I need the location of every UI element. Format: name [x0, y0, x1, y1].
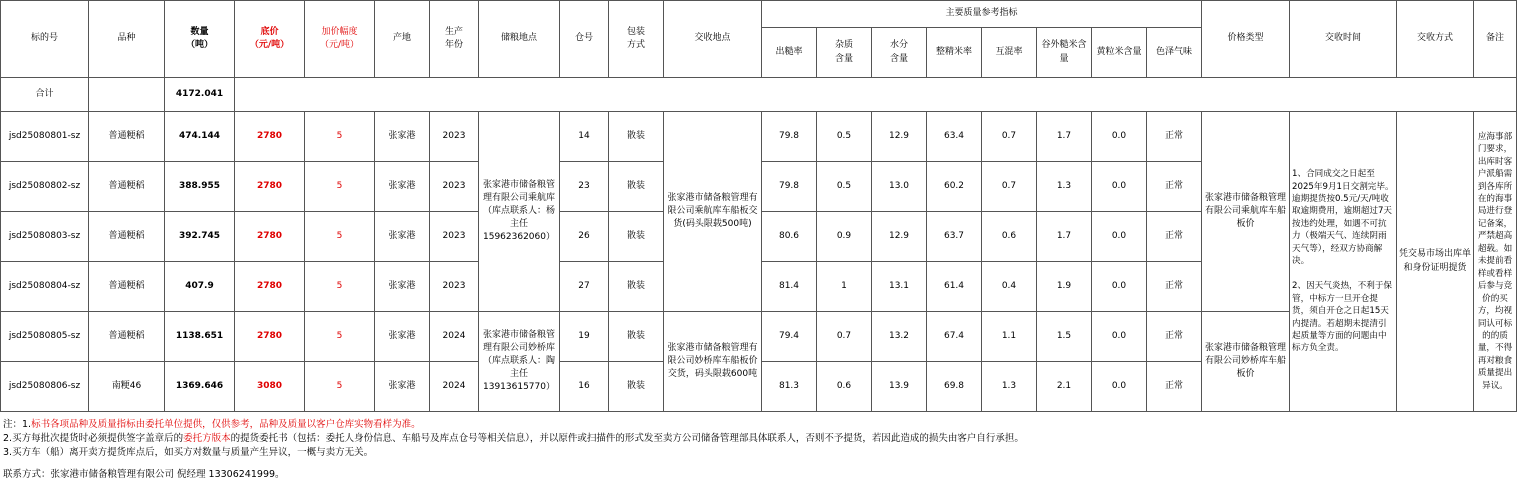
cell-pack: 散装: [609, 362, 664, 412]
cell-variety: 普通粳稻: [89, 112, 165, 162]
total-filler: [235, 78, 1517, 112]
note-3: 3.买方车（船）离开卖方提货库点后，如买方对数量与质量产生异议，一概与卖方无关。: [3, 447, 374, 458]
cell-lot: jsd25080802-sz: [1, 162, 89, 212]
header-base-price: 底价 （元/吨）: [235, 1, 305, 78]
cell-q-impurity: 0.7: [817, 312, 872, 362]
header-delivery-place: 交收地点: [664, 1, 762, 78]
cell-q-husked: 1.5: [1037, 312, 1092, 362]
cell-remark: 应海事部门要求，出库时客户派船需到各库所在的海事局进行登记备案，严禁超高超载。如未提前看样或看样后参与竞价的买方，均视同认可标的的质量，不得再对粮食质量提出异议。: [1474, 112, 1517, 412]
cell-year: 2023: [430, 262, 479, 312]
cell-q-head-rice: 61.4: [927, 262, 982, 312]
cell-q-color: 正常: [1147, 312, 1202, 362]
table-row: [1, 312, 1517, 362]
header-origin: 产地: [375, 1, 430, 78]
cell-delivery-place-2: 张家港市储备粮管理有限公司妙桥库车船板价交货，码头限载600吨: [664, 312, 762, 412]
cell-variety: 普通粳稻: [89, 162, 165, 212]
cell-price-type-1: 张家港市储备粮管理有限公司乘航库车船板价: [1202, 112, 1290, 312]
cell-q-head-rice: 63.4: [927, 112, 982, 162]
header-qty: 数量 （吨）: [165, 1, 235, 78]
cell-q-yield: 81.4: [762, 262, 817, 312]
cell-bin: 14: [560, 112, 609, 162]
cell-q-mixed: 0.4: [982, 262, 1037, 312]
cell-price: 2780: [235, 112, 305, 162]
note-1: [3, 418, 1496, 432]
cell-q-color: 正常: [1147, 362, 1202, 412]
note-1-prefix: 注：1.: [3, 419, 32, 430]
cell-storage-2: 张家港市储备粮管理有限公司妙桥库 （库点联系人：陶主任13913615770）: [479, 312, 560, 412]
cell-q-impurity: 0.5: [817, 162, 872, 212]
cell-pack: 散装: [609, 162, 664, 212]
cell-variety: 南粳46: [89, 362, 165, 412]
cell-q-husked: 1.9: [1037, 262, 1092, 312]
cell-q-head-rice: 67.4: [927, 312, 982, 362]
cell-q-husked: 1.3: [1037, 162, 1092, 212]
cell-increment: 5: [305, 262, 375, 312]
cell-origin: 张家港: [375, 162, 430, 212]
header-q-moisture: 水分 含量: [872, 28, 927, 78]
cell-price: 2780: [235, 162, 305, 212]
cell-price: 2780: [235, 212, 305, 262]
note-2: [3, 432, 1496, 446]
cell-bin: 26: [560, 212, 609, 262]
header-storage: 储粮地点: [479, 1, 560, 78]
cell-q-color: 正常: [1147, 212, 1202, 262]
header-q-yield: 出糙率: [762, 28, 817, 78]
cell-q-yellow: 0.0: [1092, 162, 1147, 212]
cell-origin: 张家港: [375, 112, 430, 162]
cell-q-impurity: 0.6: [817, 362, 872, 412]
cell-q-mixed: 0.7: [982, 162, 1037, 212]
cell-increment: 5: [305, 362, 375, 412]
cell-q-yield: 79.8: [762, 112, 817, 162]
header-q-impurity: 杂质 含量: [817, 28, 872, 78]
cell-year: 2024: [430, 362, 479, 412]
header-delivery-time: 交收时间: [1290, 1, 1397, 78]
cell-q-moisture: 13.1: [872, 262, 927, 312]
cell-variety: 普通粳稻: [89, 312, 165, 362]
cell-increment: 5: [305, 162, 375, 212]
cell-year: 2024: [430, 312, 479, 362]
cell-year: 2023: [430, 162, 479, 212]
note-2-text-b: 的提货委托书（包括：委托人身份信息、车船号及库点仓号等相关信息），并以原件或扫描件的形式发至卖方公司储备管理部具体联系人，否则不予提货，若因此造成的损失由客户自行承担。: [230, 433, 1024, 444]
cell-q-impurity: 1: [817, 262, 872, 312]
cell-q-husked: 1.7: [1037, 212, 1092, 262]
cell-bin: 16: [560, 362, 609, 412]
header-year: 生产 年份: [430, 1, 479, 78]
cell-origin: 张家港: [375, 362, 430, 412]
cell-lot: jsd25080803-sz: [1, 212, 89, 262]
cell-price: 2780: [235, 262, 305, 312]
cell-q-moisture: 13.2: [872, 312, 927, 362]
header-bin: 仓号: [560, 1, 609, 78]
header-variety: 品种: [89, 1, 165, 78]
cell-bin: 19: [560, 312, 609, 362]
cell-q-impurity: 0.9: [817, 212, 872, 262]
cell-q-yellow: 0.0: [1092, 262, 1147, 312]
cell-price-type-2: 张家港市储备粮管理有限公司妙桥库车船板价: [1202, 312, 1290, 412]
cell-increment: 5: [305, 312, 375, 362]
cell-q-husked: 2.1: [1037, 362, 1092, 412]
header-q-husked: 谷外糙米含 量: [1037, 28, 1092, 78]
total-empty: [89, 78, 165, 112]
cell-increment: 5: [305, 212, 375, 262]
cell-q-head-rice: 69.8: [927, 362, 982, 412]
notes-section: [0, 412, 1500, 482]
cell-delivery-place-1: 张家港市储备粮管理有限公司乘航库车船板交货(码头限载500吨): [664, 112, 762, 312]
cell-q-moisture: 12.9: [872, 212, 927, 262]
cell-lot: jsd25080804-sz: [1, 262, 89, 312]
cell-q-head-rice: 63.7: [927, 212, 982, 262]
cell-origin: 张家港: [375, 262, 430, 312]
cell-q-mixed: 1.3: [982, 362, 1037, 412]
cell-q-moisture: 12.9: [872, 112, 927, 162]
header-q-mixed: 互混率: [982, 28, 1037, 78]
cell-origin: 张家港: [375, 212, 430, 262]
header-remark: 备注: [1474, 1, 1517, 78]
cell-q-yellow: 0.0: [1092, 362, 1147, 412]
cell-q-moisture: 13.9: [872, 362, 927, 412]
header-increment: 加价幅度 （元/吨）: [305, 1, 375, 78]
cell-bin: 23: [560, 162, 609, 212]
cell-q-mixed: 1.1: [982, 312, 1037, 362]
cell-q-mixed: 0.6: [982, 212, 1037, 262]
table-row: [1, 112, 1517, 162]
cell-pack: 散装: [609, 112, 664, 162]
cell-price: 2780: [235, 312, 305, 362]
cell-year: 2023: [430, 212, 479, 262]
contact-info: 联系方式：张家港市储备粮管理有限公司 倪经理 13306241999。: [3, 469, 285, 480]
cell-q-mixed: 0.7: [982, 112, 1037, 162]
cell-qty: 392.745: [165, 212, 235, 262]
cell-q-moisture: 13.0: [872, 162, 927, 212]
cell-q-yellow: 0.0: [1092, 312, 1147, 362]
cell-qty: 388.955: [165, 162, 235, 212]
cell-delivery-time: 1、合同成交之日起至2025年9月1日交割完毕。逾期提货按0.5元/天/吨收取逾期费用，逾期超过7天按违约处理，如遇不可抗力（极端天气、连续阴雨天气等），经双方协商解决。 2、因天气炎热，不利于保管，中标方一旦开仓提货，须自开仓之日起15天内提清。若超期未提清引起质量等方面的问题由中标方负全责。: [1290, 112, 1397, 412]
total-row: [1, 78, 1517, 112]
cell-q-color: 正常: [1147, 162, 1202, 212]
header-delivery-method: 交收方式: [1397, 1, 1474, 78]
cell-variety: 普通粳稻: [89, 262, 165, 312]
cell-increment: 5: [305, 112, 375, 162]
cell-q-color: 正常: [1147, 262, 1202, 312]
cell-qty: 1369.646: [165, 362, 235, 412]
cell-qty: 407.9: [165, 262, 235, 312]
cell-year: 2023: [430, 112, 479, 162]
header-q-color: 色泽气味: [1147, 28, 1202, 78]
cell-origin: 张家港: [375, 312, 430, 362]
cell-q-color: 正常: [1147, 112, 1202, 162]
cell-lot: jsd25080801-sz: [1, 112, 89, 162]
cell-storage-1: 张家港市储备粮管理有限公司乘航库（库点联系人：杨主任15962362060）: [479, 112, 560, 312]
header-lot: 标的号: [1, 1, 89, 78]
cell-q-husked: 1.7: [1037, 112, 1092, 162]
cell-pack: 散装: [609, 262, 664, 312]
cell-lot: jsd25080806-sz: [1, 362, 89, 412]
total-qty: 4172.041: [165, 78, 235, 112]
cell-q-head-rice: 60.2: [927, 162, 982, 212]
cell-qty: 474.144: [165, 112, 235, 162]
cell-delivery-method: 凭交易市场出库单和身份证明提货: [1397, 112, 1474, 412]
note-2-text-a: 2.买方每批次提货时必须提供签字盖章后的: [3, 433, 184, 444]
total-label: 合计: [1, 78, 89, 112]
cell-q-yellow: 0.0: [1092, 112, 1147, 162]
cell-q-yield: 79.8: [762, 162, 817, 212]
header-quality-group: 主要质量参考指标: [762, 1, 1202, 28]
note-1-highlight: 标书各项品种及质量指标由委托单位提供，仅供参考，品种及质量以客户仓库实物看样为准。: [31, 419, 421, 430]
header-q-yellow: 黄粒米含量: [1092, 28, 1147, 78]
header-price-type: 价格类型: [1202, 1, 1290, 78]
cell-q-yield: 81.3: [762, 362, 817, 412]
header-packing: 包装 方式: [609, 1, 664, 78]
header-q-head-rice: 整精米率: [927, 28, 982, 78]
cell-q-yellow: 0.0: [1092, 212, 1147, 262]
cell-q-yield: 80.6: [762, 212, 817, 262]
note-2-highlight: 委托方版本: [183, 433, 231, 444]
cell-lot: jsd25080805-sz: [1, 312, 89, 362]
cell-qty: 1138.651: [165, 312, 235, 362]
cell-price: 3080: [235, 362, 305, 412]
cell-q-impurity: 0.5: [817, 112, 872, 162]
cell-variety: 普通粳稻: [89, 212, 165, 262]
cell-pack: 散装: [609, 312, 664, 362]
cell-q-yield: 79.4: [762, 312, 817, 362]
cell-bin: 27: [560, 262, 609, 312]
cell-pack: 散装: [609, 212, 664, 262]
